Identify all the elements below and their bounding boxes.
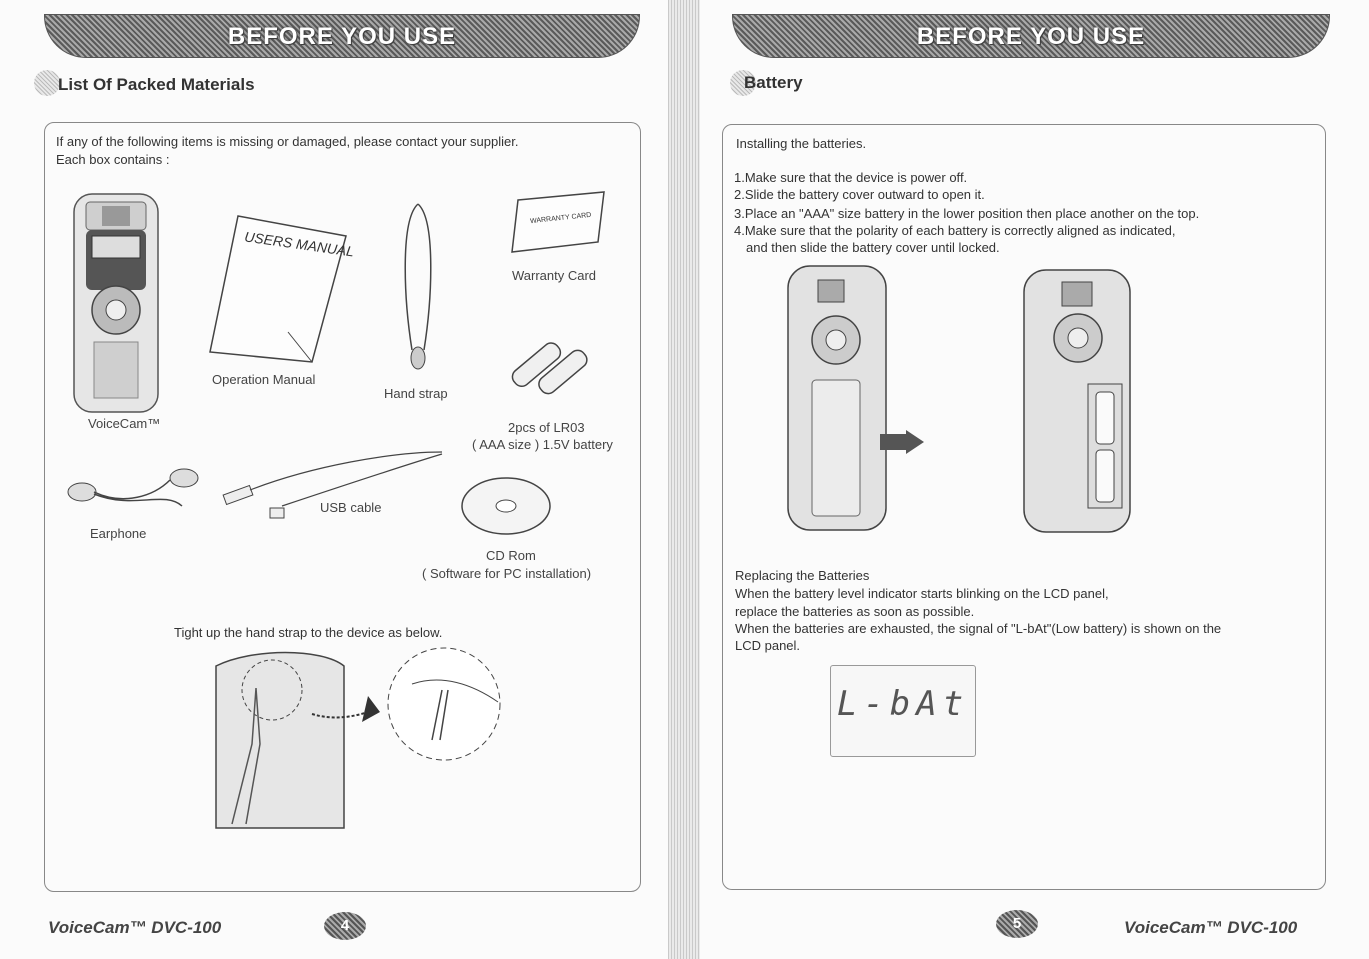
voicecam-label: VoiceCam™ <box>88 416 161 431</box>
cd-rom-label-line-1: CD Rom <box>486 548 536 563</box>
usb-cable-label: USB cable <box>320 500 382 515</box>
voicecam-device-illustration <box>72 192 160 414</box>
install-step-1: 1.Make sure that the device is power off. <box>734 170 968 185</box>
batteries-illustration <box>504 334 594 400</box>
lcd-text: L-bAt <box>836 684 970 724</box>
replacing-line-4: LCD panel. <box>735 638 801 653</box>
earphone-label: Earphone <box>90 526 147 541</box>
strap-attachment-diagram <box>212 644 508 856</box>
battery-label-line-2: ( AAA size ) 1.5V battery <box>472 437 613 452</box>
installing-title: Installing the batteries. <box>736 136 867 151</box>
replacing-line-1: When the battery level indicator starts blinking on the LCD panel, <box>735 586 1109 601</box>
install-step-2: 2.Slide the battery cover outward to open it. <box>734 187 985 202</box>
install-step-3: 3.Place an "AAA" size battery in the lower position then place another on the top. <box>734 206 1200 221</box>
device-back-cover-open <box>1022 266 1134 536</box>
left-page-number: 4 <box>324 912 366 940</box>
warranty-card-text: WARRANTY CARD <box>529 211 592 226</box>
hand-strap-illustration <box>398 200 438 372</box>
right-footer-brand: VoiceCam™ DVC-100 <box>1124 918 1298 937</box>
install-step-4-cont: and then slide the battery cover until locked. <box>746 240 1000 255</box>
book-spine <box>668 0 700 959</box>
right-page-number: 5 <box>996 910 1038 938</box>
intro-line-1: If any of the following items is missing or damaged, please contact your supplier. <box>56 134 519 149</box>
strap-instruction: Tight up the hand strap to the device as below. <box>174 625 443 640</box>
right-banner <box>732 14 1330 58</box>
replacing-line-2: replace the batteries as soon as possible. <box>735 604 975 619</box>
low-battery-lcd <box>830 665 976 757</box>
warranty-card-label: Warranty Card <box>512 268 597 283</box>
replacing-title: Replacing the Batteries <box>735 568 870 583</box>
cd-rom-illustration <box>460 476 552 536</box>
manual-label: Operation Manual <box>212 372 316 387</box>
left-banner-title: BEFORE YOU USE <box>227 23 457 50</box>
left-banner <box>44 14 640 58</box>
battery-label-line-1: 2pcs of LR03 <box>508 420 585 435</box>
cd-rom-label-line-2: ( Software for PC installation) <box>422 566 592 581</box>
left-footer-brand: VoiceCam™ DVC-100 <box>48 918 222 937</box>
right-banner-title: BEFORE YOU USE <box>916 23 1146 50</box>
hand-strap-label: Hand strap <box>384 386 448 401</box>
left-section-title: List Of Packed Materials <box>58 75 255 94</box>
device-back-cover-closed <box>786 262 938 534</box>
left-page <box>0 0 668 959</box>
install-step-4: 4.Make sure that the polarity of each battery is correctly aligned as indicated, <box>734 223 1176 238</box>
replacing-line-3: When the batteries are exhausted, the signal of "L-bAt"(Low battery) is shown on the <box>735 621 1222 636</box>
intro-line-2: Each box contains : <box>56 152 170 167</box>
right-section-title: Battery <box>744 73 803 92</box>
left-section-bullet <box>34 70 60 96</box>
earphone-illustration <box>64 466 204 514</box>
right-page <box>700 0 1369 959</box>
manual-cover-text: USERS MANUAL <box>243 228 356 260</box>
